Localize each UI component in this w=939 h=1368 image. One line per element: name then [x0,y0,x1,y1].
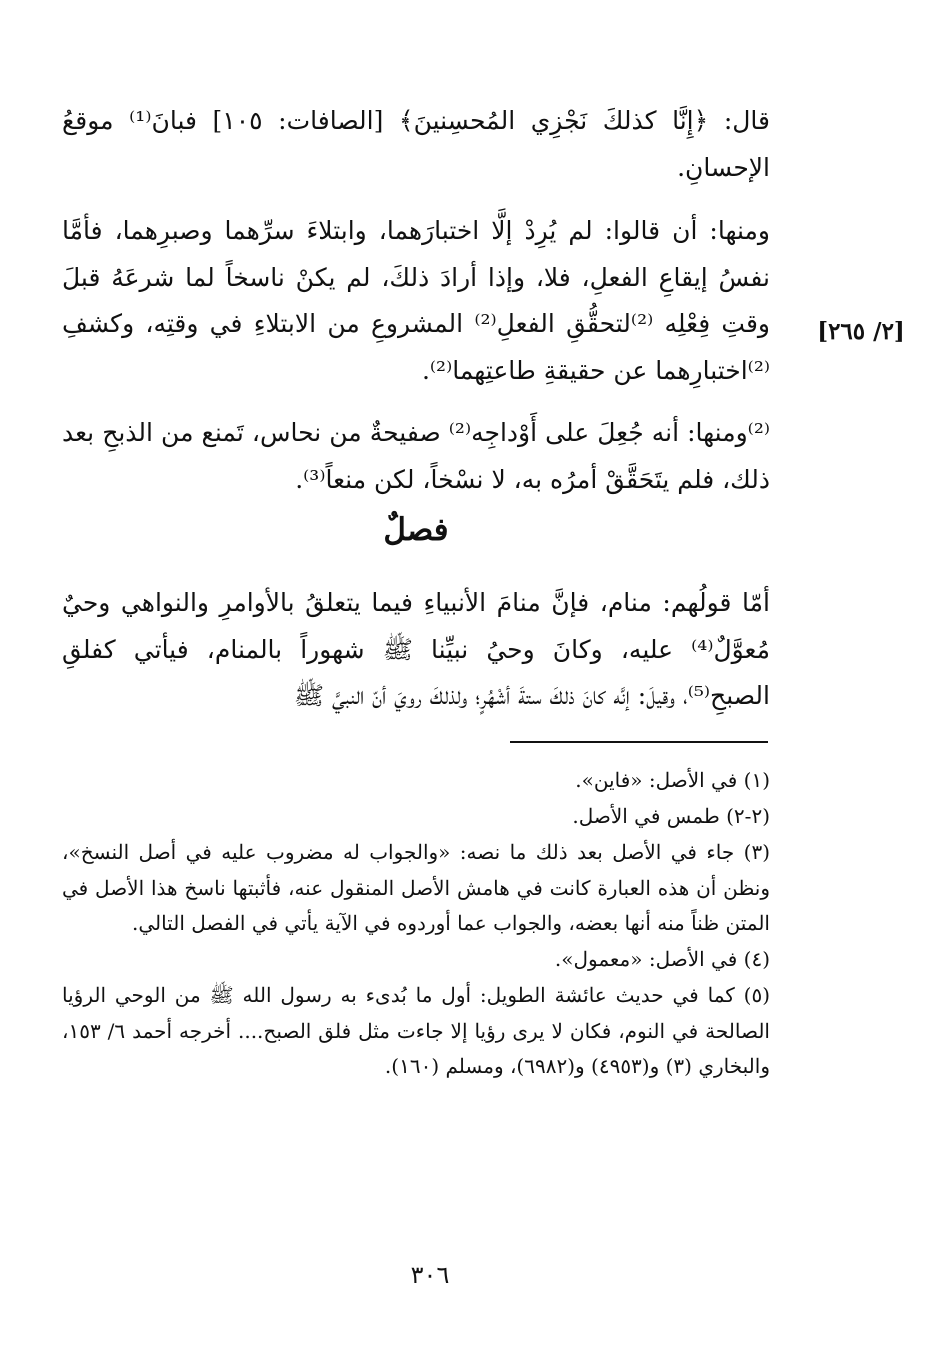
paragraph-2: ومنها: أن قالوا: لم يُرِدْ إلَّا اختبارَهما، وابتلاءَ سرِّهما وصبرِهما، فأمَّا نفسُ إيقاعِ الفعلِ، فلا، وإذا أرادَ ذلكَ، لم يكنْ ناسخاً لما شرعَهُ قبلَ وقتِ فِعْلِه ⁽²⁾لتحقُّقِ الفعلِ⁽²⁾ المشروعِ من الابتلاءِ في وقتِه، وكشفِ ⁽²⁾اختبارِهما عن حقيقةِ طاعتِهما⁽²⁾. [62,216,770,385]
footnote-divider [510,741,768,743]
footnote-3: (٣) جاء في الأصل بعد ذلك ما نصه: «والجواب له مضروب عليه في أصل النسخ»، ونظن أن هذه العبارة كانت في هامش الأصل المنقول عنه، فأثبتها ناسخ هذا الأصل في المتن ظناً منه أنها بعضه، والجواب عما أوردوه في الآية يأتي في الفصل التالي. [62,840,770,935]
page-number: ٣٠٦ [410,1261,450,1289]
section-heading: فصلٌ [383,512,449,548]
footnote-1: (١) في الأصل: «فاين». [575,768,770,792]
paragraph-3: ⁽²⁾ومنها: أنه جُعِلَ على أَوْداجِه⁽²⁾ صفيحةٌ من نحاس، تَمنع من الذبحِ بعد ذلك، فلم يتَحَقَّقْ أمرُه به، لا نسْخاً، لكن منعاً⁽³⁾. [62,418,770,494]
footnote-2: (٢-٢) طمس في الأصل. [572,804,770,828]
footnotes [62,763,770,1085]
margin-page-reference: [٢/ ٢٦٥] [817,318,905,345]
paragraph-4: أمّا قولُهم: منام، فإنَّ منامَ الأنبياءِ فيما يتعلقُ بالأوامرِ والنواهي وحيٌ مُعوَّلٌ⁽⁴⁾ عليه، وكانَ وحيُ نبيِّنا ﷺ شهوراً بالمنام، فيأتي كفلقِ الصبحِ⁽⁵⁾، وقيلَ: إنَّه كانَ ذلكَ ستةَ أشْهُرٍ؛ ولذلكَ رويَ أنّ النبيَّ ﷺ [62,588,770,710]
paragraph-1: قال: ﴿إِنَّا كذلكَ نَجْزِي المُحسِنينَ﴾ [الصافات: ١٠٥] فبانَ⁽¹⁾ موقعُ الإحسانِ. [62,106,770,182]
footnote-4: (٤) في الأصل: «معمول». [554,947,770,971]
footnote-5: (٥) كما في حديث عائشة الطويل: أول ما بُدىء به رسول الله ﷺ من الوحي الرؤيا الصالحة في النوم، فكان لا يرى رؤيا إلا جاءت مثل فلق الصبح.... أخرجه أحمد ٦/ ١٥٣، والبخاري (٣) و(٤٩٥٣) و(٦٩٨٢)، ومسلم (١٦٠). [62,983,770,1078]
